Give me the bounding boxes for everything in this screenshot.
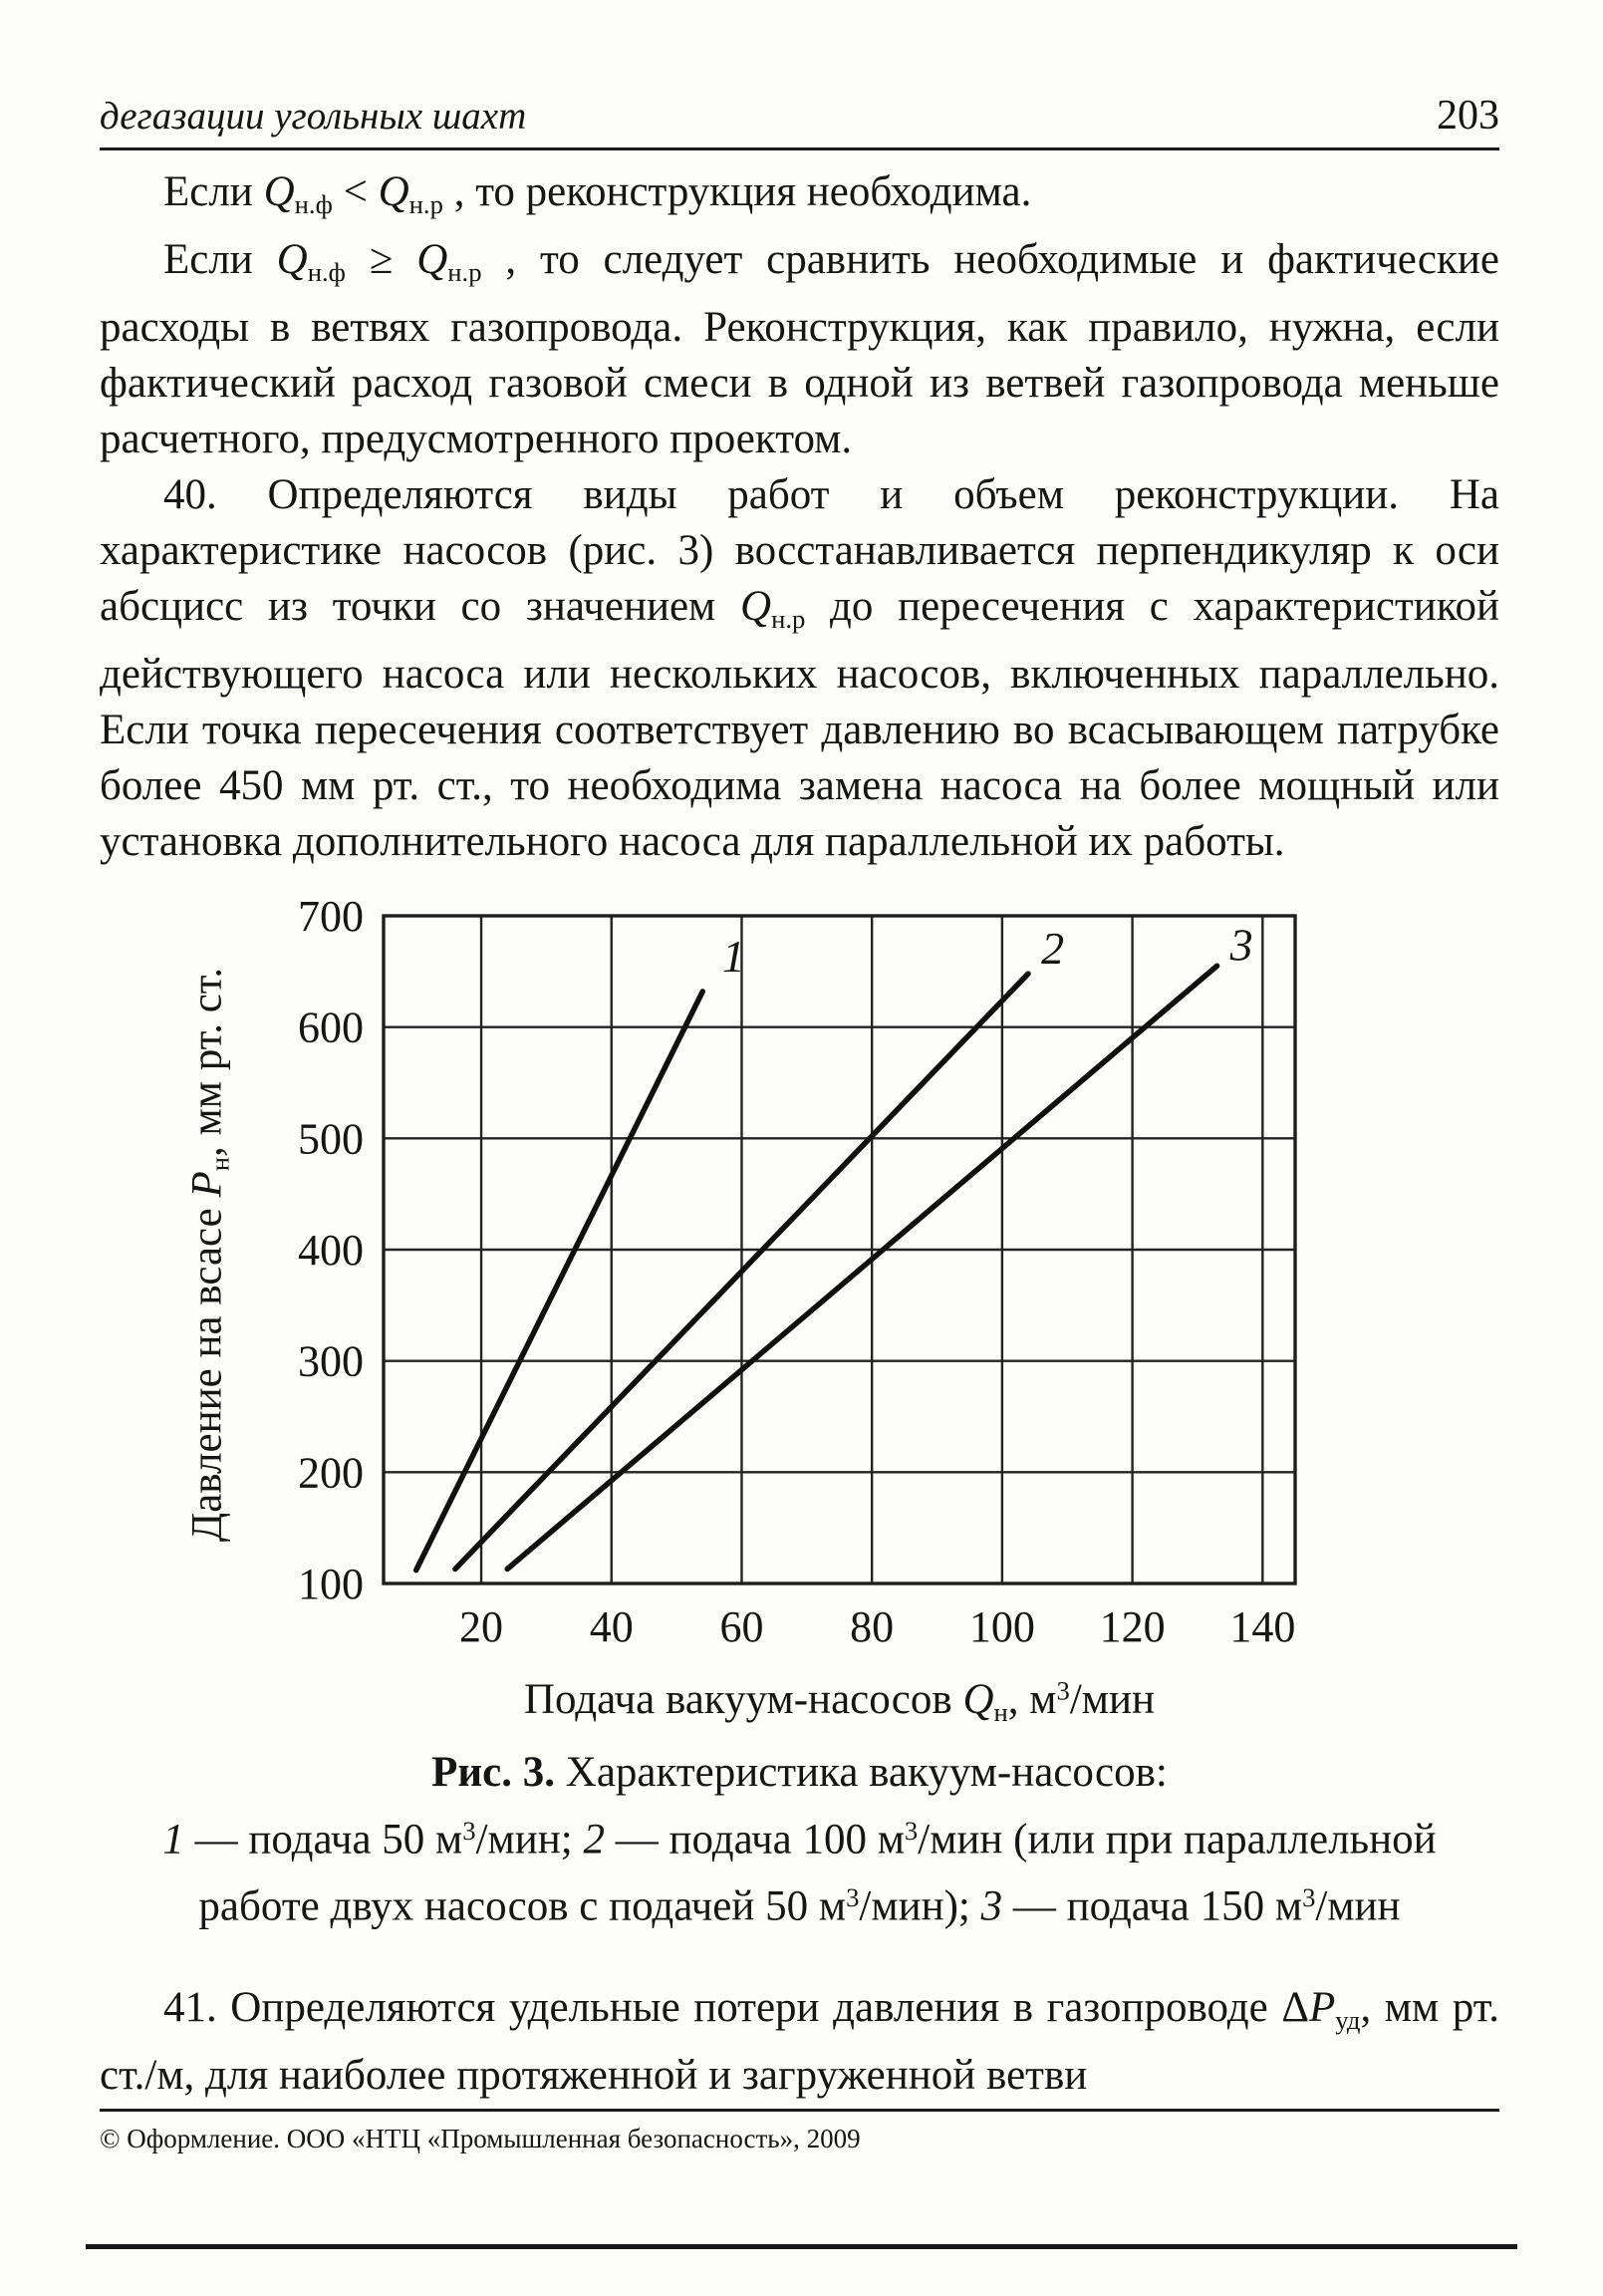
- svg-text:300: 300: [298, 1336, 364, 1386]
- svg-text:140: 140: [1229, 1601, 1296, 1651]
- running-title: дегазации угольных шахт: [100, 95, 527, 138]
- svg-text:400: 400: [298, 1225, 364, 1275]
- figure-caption: [100, 1744, 1499, 1936]
- paragraph-item-41: 41. Определяются удельные потери давления в газопроводе ΔРуд, мм рт. ст./м, для наиболее протяженной и загруженной ветви: [100, 1983, 1499, 2099]
- svg-text:1: 1: [721, 930, 745, 982]
- pump-characteristics-chart: [249, 896, 1375, 1673]
- svg-text:3: 3: [1229, 919, 1253, 971]
- page-number: 203: [1437, 93, 1499, 139]
- bottom-rule: [86, 2244, 1517, 2249]
- svg-text:600: 600: [298, 1003, 364, 1052]
- y-axis-label: Давление на всасе Рн, мм рт. ст.: [183, 967, 235, 1543]
- body-text-continued: [100, 1980, 1499, 2104]
- figure-3: [100, 896, 1499, 1936]
- caption-title: Рис. 3. Характеристика вакуум-насосов:: [431, 1748, 1168, 1796]
- svg-text:100: 100: [298, 1559, 364, 1608]
- svg-text:200: 200: [298, 1448, 364, 1498]
- caption-legend-line-1: 1 — подача 50 $м^3$/мин; 2 — подача 100 $м^3$/мин (или при параллельной: [162, 1815, 1437, 1864]
- paragraph-if-greater: Если Qн.ф ≥ Qн.р , то следует сравнить необходимые и фактические расходы в ветвях газопровода. Реконструкция, как правило, нужна, если фактический расход газовой смеси в одной из ветвей газопровода меньше расчетного, предусмотренного проектом.: [100, 235, 1500, 462]
- svg-text:40: 40: [589, 1601, 634, 1651]
- svg-text:120: 120: [1099, 1601, 1166, 1651]
- caption-legend-line-2: работе двух насосов с подачей 50 $м^3/мин$); 3 — подача 150 $м^3$/мин: [198, 1882, 1401, 1930]
- page-header: [100, 92, 1499, 150]
- y-axis-label-box: [169, 896, 249, 1673]
- svg-text:20: 20: [459, 1601, 504, 1651]
- copyright-footer: [100, 2109, 1499, 2154]
- svg-text:60: 60: [719, 1601, 764, 1651]
- svg-text:500: 500: [298, 1114, 364, 1164]
- paragraph-if-less: Если Qн.ф < Qн.р , то реконструкция необходима.: [163, 168, 1032, 219]
- x-axis-label: Подача вакуум-насосов Qн, $м^3$/мин: [523, 1675, 1156, 1727]
- paragraph-item-40: 40. Определяются виды работ и объем реконструкции. На характеристике насосов (рис. 3) восстанавливается перпендикуляр к оси абсцисс из точки со значением Qн.р до пересечения с характеристикой действующего насоса или нескольких насосов, включенных параллельно. Если точка пересечения соответствует давлению во всасывающем патрубке более 450 мм рт. ст., то необходима замена насоса на более мощный или установка дополнительного насоса для параллельной их работы.: [100, 470, 1500, 865]
- svg-text:2: 2: [1041, 922, 1065, 974]
- body-text: [100, 164, 1499, 870]
- svg-text:100: 100: [968, 1601, 1035, 1651]
- chart-row: [169, 896, 1499, 1673]
- svg-text:80: 80: [850, 1601, 895, 1651]
- svg-text:700: 700: [298, 895, 364, 941]
- copyright-text: © Оформление. ООО «НТЦ «Промышленная безопасность», 2009: [100, 2124, 861, 2153]
